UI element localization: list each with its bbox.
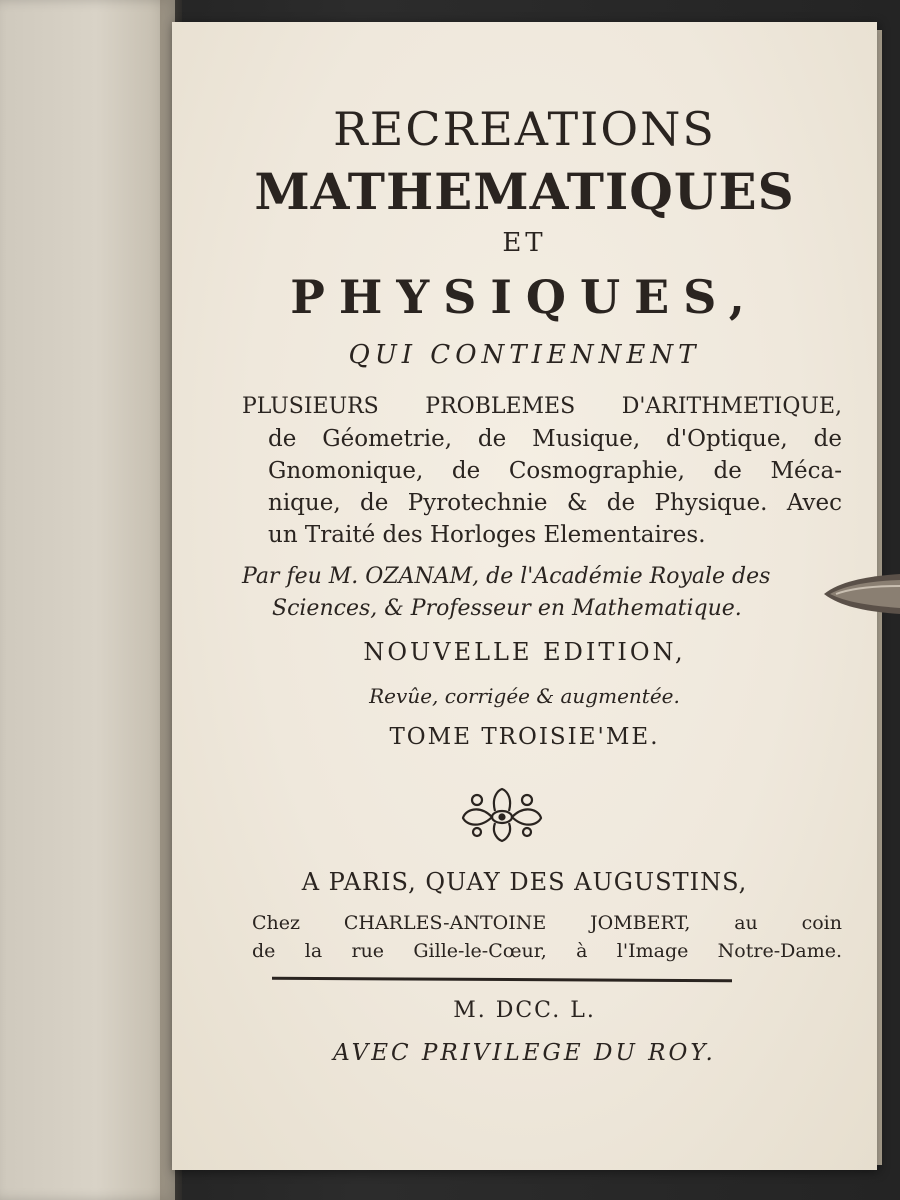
floral-printer-ornament-icon bbox=[457, 784, 547, 844]
ribbon-bookmark-icon bbox=[822, 572, 900, 616]
author-line: Par feu M. OZANAM, de l'Académie Royale des bbox=[242, 564, 771, 589]
description-line: un Traité des Horloges Elementaires. bbox=[268, 522, 706, 548]
description-line: PLUSIEURS PROBLEMES D'ARITHMETIQUE, bbox=[242, 394, 842, 419]
description-line: nique, de Pyrotechnie & de Physique. Avec bbox=[268, 490, 842, 516]
title-line-recreations: RECREATIONS bbox=[333, 102, 716, 156]
horizontal-rule bbox=[272, 977, 732, 982]
description-line: Gnomonique, de Cosmographie, de Méca- bbox=[268, 458, 842, 484]
volume-line: TOME TROISIE'ME. bbox=[389, 724, 660, 750]
printer-line: Chez CHARLES-ANTOINE JOMBERT, au coin bbox=[252, 912, 842, 934]
place-line: A PARIS, QUAY DES AUGUSTINS, bbox=[301, 868, 748, 896]
title-line-qui-contiennent: QUI CONTIENNENT bbox=[348, 340, 701, 370]
title-line-et: ET bbox=[502, 228, 547, 258]
title-line-physiques: PHYSIQUES, bbox=[290, 270, 759, 324]
edition-line: NOUVELLE EDITION, bbox=[363, 638, 686, 666]
title-page bbox=[172, 22, 877, 1170]
title-line-mathematiques: MATHEMATIQUES bbox=[254, 162, 795, 221]
year-line: M. DCC. L. bbox=[453, 998, 596, 1023]
author-line: Sciences, & Professeur en Mathematique. bbox=[272, 596, 742, 621]
printer-line: de la rue Gille-le-Cœur, à l'Image Notre-Dame. bbox=[252, 940, 842, 962]
left-endpaper bbox=[0, 0, 175, 1200]
privilege-line: AVEC PRIVILEGE DU ROY. bbox=[333, 1040, 716, 1066]
revision-line: Revûe, corrigée & augmentée. bbox=[369, 684, 680, 708]
description-line: de Géometrie, de Musique, d'Optique, de bbox=[268, 426, 842, 452]
